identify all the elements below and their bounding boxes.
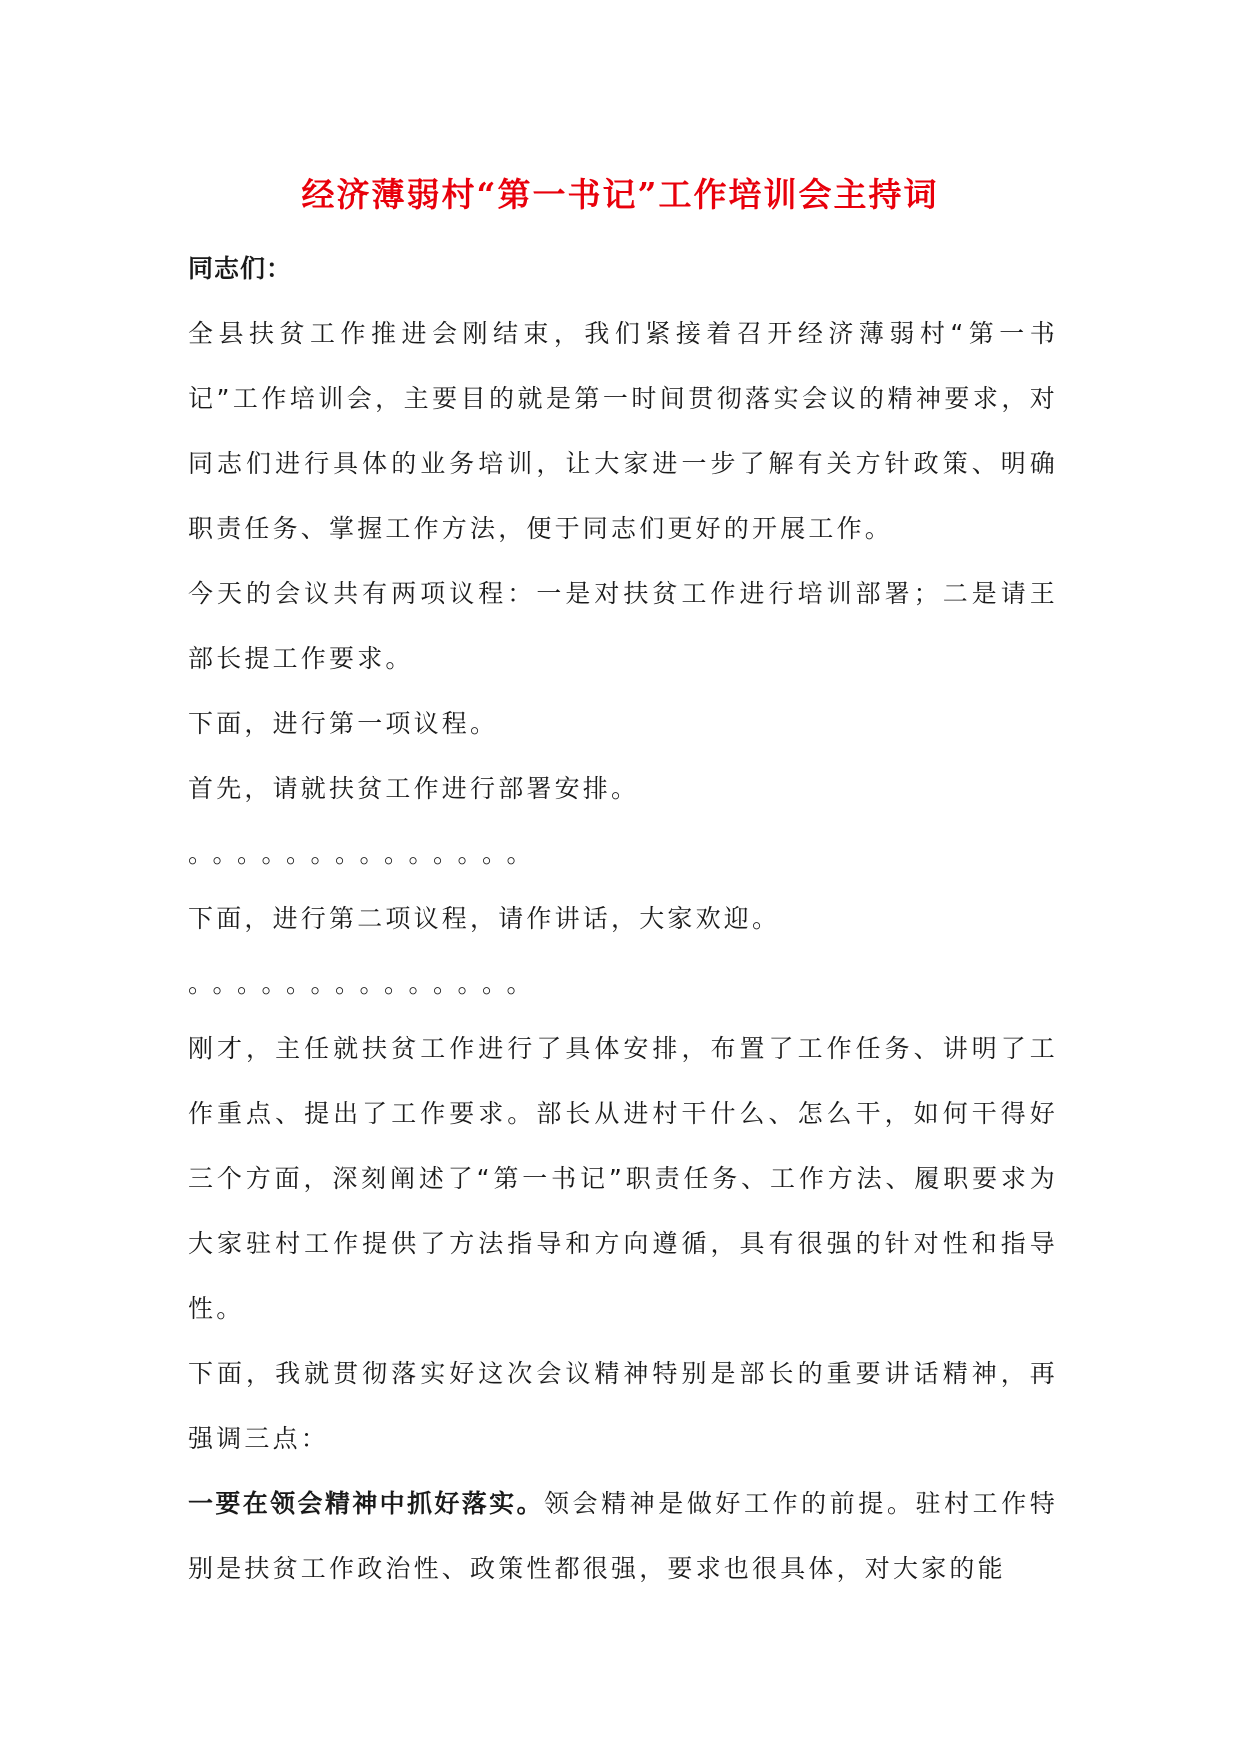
paragraph-agenda: 今天的会议共有两项议程：一是对扶贫工作进行培训部署；二是请王部长提工作要求。 bbox=[188, 579, 1058, 673]
paragraph-summary: 刚才，主任就扶贫工作进行了具体安排，布置了工作任务、讲明了工作重点、提出了工作要求。部长从进村干什么、怎么干，如何干得好三个方面，深刻阐述了“第一书记”职责任务、工作方法、履职要求为大家驻村工作提供了方法指导和方向遵循，具有很强的针对性和指导性。 bbox=[188, 1034, 1058, 1323]
document-body bbox=[188, 236, 1058, 1601]
paragraph-emphasis: 下面，我就贯彻落实好这次会议精神特别是部长的重要讲话精神，再强调三点： bbox=[188, 1359, 1058, 1453]
paragraph-item-one: 下面，进行第一项议程。 bbox=[188, 709, 499, 738]
ellipsis-line: 。。。。。。。。。。。。。。 bbox=[188, 839, 544, 868]
paragraph-item-two: 下面，进行第二项议程，请作讲话，大家欢迎。 bbox=[188, 904, 781, 933]
paragraph-deployment: 首先，请就扶贫工作进行部署安排。 bbox=[188, 774, 640, 803]
document-title: 经济薄弱村“第一书记”工作培训会主持词 bbox=[301, 175, 939, 214]
ellipsis-line: 。。。。。。。。。。。。。。 bbox=[188, 969, 544, 998]
point-one-heading: 一要在领会精神中抓好落实。 bbox=[188, 1489, 544, 1518]
paragraph-intro: 全县扶贫工作推进会刚结束，我们紧接着召开经济薄弱村“第一书记”工作培训会，主要目的就是第一时间贯彻落实会议的精神要求，对同志们进行具体的业务培训，让大家进一步了解有关方针政策、明确职责任务、掌握工作方法，便于同志们更好的开展工作。 bbox=[188, 319, 1058, 543]
paragraph-point-one bbox=[188, 1471, 1058, 1601]
point-one-text: 领会精神是做好工作的前提。驻村工作特别是扶贫工作政治性、政策性都很强，要求也很具体，对大家的能 bbox=[188, 1489, 1058, 1583]
salutation: 同志们： bbox=[188, 254, 293, 283]
